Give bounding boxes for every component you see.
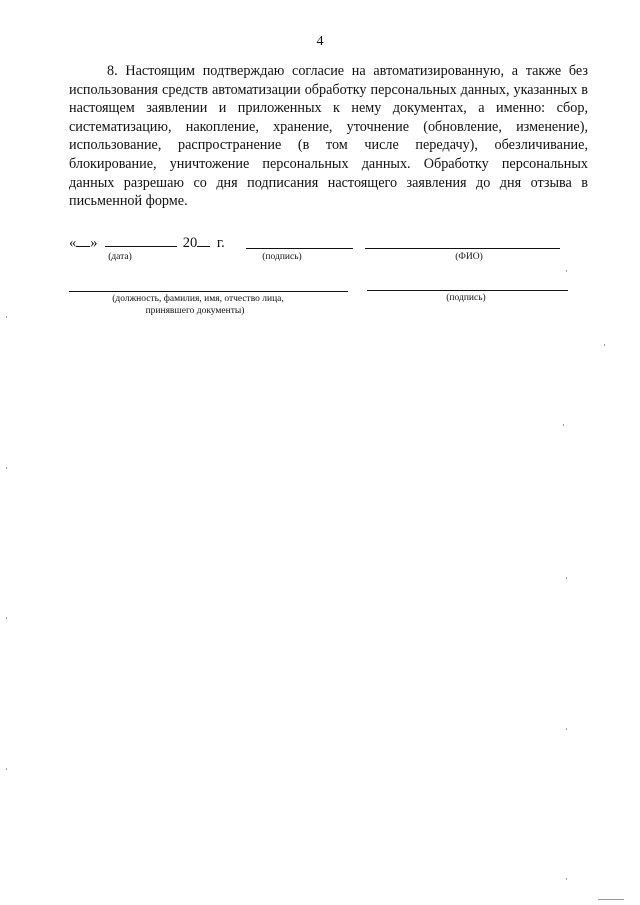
year-prefix: 20 [182,235,198,251]
official-caption-line1: (должность, фамилия, имя, отчество лица, [112,294,284,304]
full-name-caption: (ФИО) [455,252,483,262]
month-blank[interactable] [105,234,177,247]
scan-edge-mark [598,899,624,900]
date-caption: (дата) [108,252,132,262]
close-quote: » [90,235,98,251]
open-quote: « [69,235,77,251]
full-name-line[interactable] [365,248,560,249]
day-blank[interactable] [76,234,90,247]
year-blank[interactable] [197,234,210,247]
scan-speck [566,270,567,272]
scan-speck [6,467,7,469]
signature-line[interactable] [246,248,353,249]
official-signature-caption: (подпись) [446,293,486,303]
scan-speck [6,768,7,770]
scan-speck [604,344,605,346]
signature-caption: (подпись) [262,252,302,262]
official-signature-line[interactable] [367,290,568,291]
scan-speck [6,617,7,619]
scan-speck [566,878,567,880]
scan-speck [6,316,7,318]
scan-speck [566,728,567,730]
scan-speck [566,577,567,579]
consent-paragraph: 8. Настоящим подтверждаю согласие на автоматизированную, а также без использования средств автоматизации обработку персональных данных, указанных в настоящем заявлении и приложенных к нему документах, а именно: сбор, систематизацию, накопление, хранение, уточнение (обновление, изменение), использование, распространение (в том числе передачу), обезличивание, блокирование, уничтожение персональных данных. Обработку персональных данных разрешаю со дня подписания настоящего заявления до дня отзыва в письменной форме. [69,63,588,210]
official-caption-line2: принявшего документы) [145,306,245,316]
page-number: 4 [316,34,324,49]
date-signature-row [69,234,225,252]
scan-speck [563,424,564,426]
year-suffix: г. [216,235,225,251]
official-line[interactable] [69,291,348,292]
